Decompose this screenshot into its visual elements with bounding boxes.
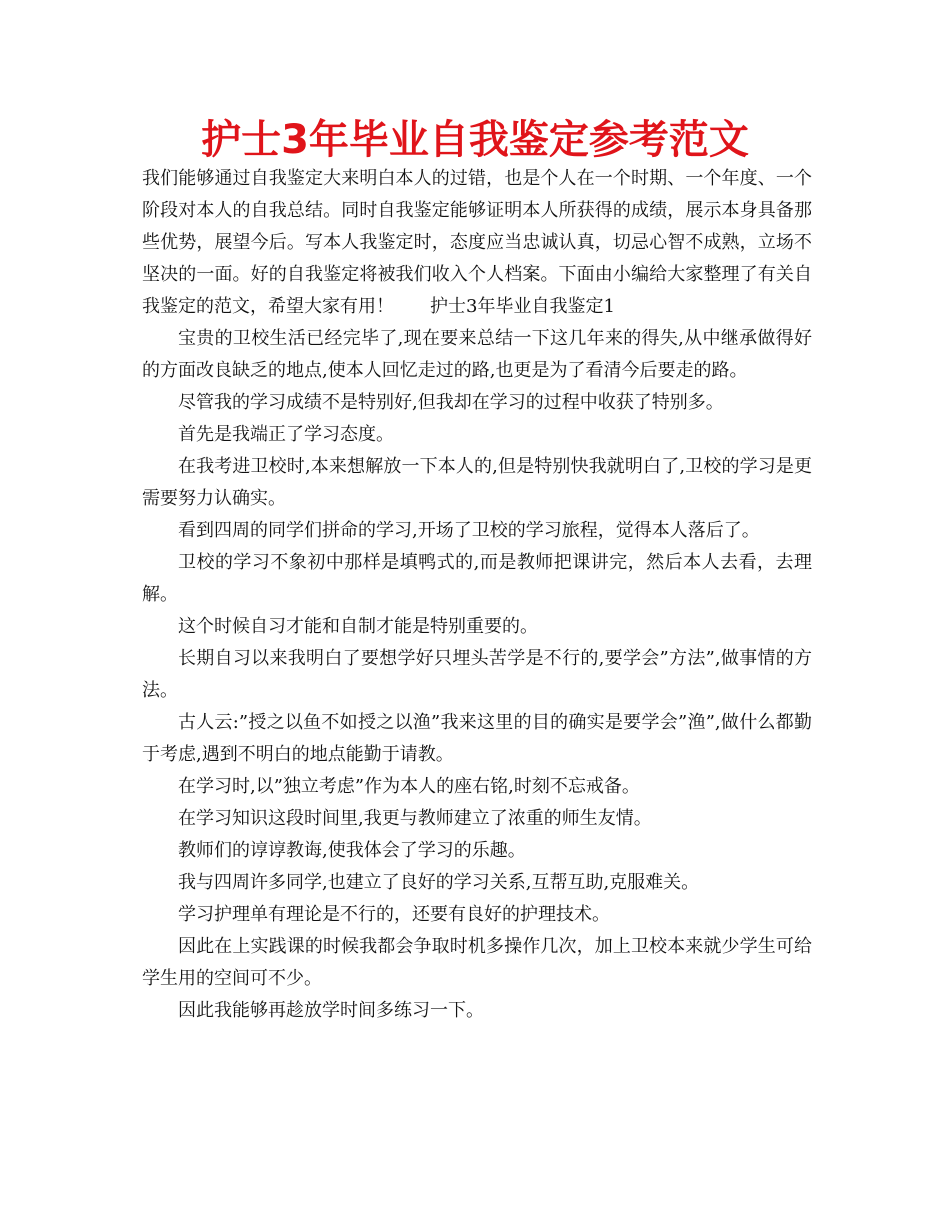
paragraph: 尽管我的学习成绩不是特别好,但我却在学习的过程中收获了特别多。 (178, 392, 724, 413)
section-heading: 护士3年毕业自我鉴定1 (430, 296, 615, 317)
paragraph: 在我考进卫校时,本来想解放一下本人的,但是特别快我就明白了,卫校的学习是更需要努力认确实。 (142, 456, 812, 509)
paragraph: 学习护理单有理论是不行的，还要有良好的护理技术。 (178, 904, 610, 925)
paragraph: 在学习时,以”独立考虑”作为本人的座右铭,时刻不忘戒备。 (178, 776, 640, 797)
paragraph: 因此在上实践课的时候我都会争取时机多操作几次，加上卫校本来就少学生可给学生用的空间可不少。 (142, 936, 812, 989)
paragraph: 首先是我端正了学习态度。 (178, 424, 394, 445)
paragraph: 因此我能够再趁放学时间多练习一下。 (178, 1000, 484, 1021)
paragraph: 宝贵的卫校生活已经完毕了,现在要来总结一下这几年来的得失,从中继承做得好的方面改良缺乏的地点,使本人回忆走过的路,也更是为了看清今后要走的路。 (142, 328, 812, 381)
paragraph: 我与四周许多同学,也建立了良好的学习关系,互帮互助,克服难关。 (178, 872, 700, 893)
paragraph: 这个时候自习才能和自制才能是特别重要的。 (178, 616, 538, 637)
intro-paragraph (142, 163, 812, 323)
document-title: 护士3年毕业自我鉴定参考范文 (201, 117, 749, 163)
intro-text: 我们能够通过自我鉴定大来明白本人的过错，也是个人在一个时期、一个年度、一个阶段对本人的自我总结。同时自我鉴定能够证明本人所获得的成绩，展示本身具备那些优势，展望今后。写本人我鉴定时，态度应当忠诚认真，切忌心智不成熟，立场不坚决的一面。好的自我鉴定将被我们收入个人档案。下面由小编给大家整理了有关自我鉴定的范文，希望大家有用！ (142, 168, 812, 317)
paragraph: 长期自习以来我明白了要想学好只埋头苦学是不行的,要学会”方法”,做事情的方法。 (142, 648, 812, 701)
paragraph: 古人云:”授之以鱼不如授之以渔”我来这里的目的确实是要学会”渔”,做什么都勤于考虑,遇到不明白的地点能勤于请教。 (142, 712, 812, 765)
paragraph: 在学习知识这段时间里,我更与教师建立了浓重的师生友情。 (178, 808, 652, 829)
paragraph: 看到四周的同学们拼命的学习,开场了卫校的学习旅程，觉得本人落后了。 (178, 520, 760, 541)
document-body (142, 163, 812, 1027)
paragraph: 教师们的谆谆教诲,使我体会了学习的乐趣。 (178, 840, 526, 861)
paragraph: 卫校的学习不象初中那样是填鸭式的,而是教师把课讲完，然后本人去看，去理解。 (142, 552, 812, 605)
